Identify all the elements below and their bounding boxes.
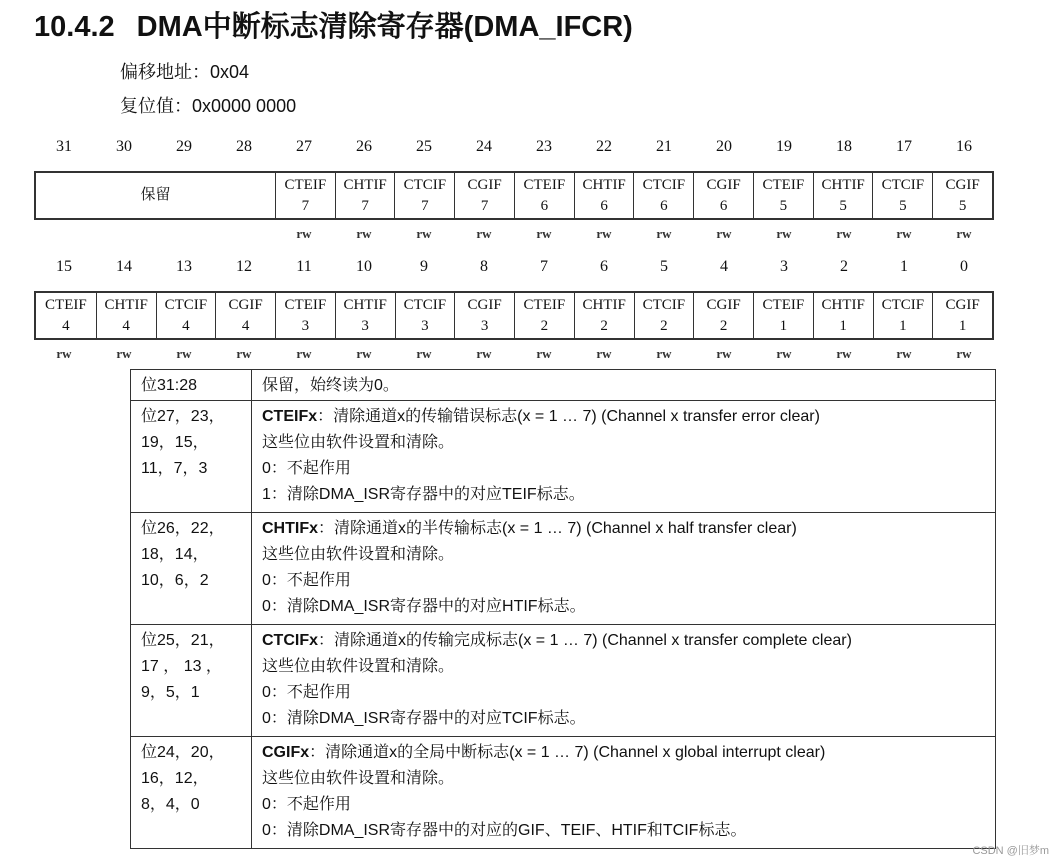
- description-text: 0：清除DMA_ISR寄存器中的对应TCIF标志。: [262, 710, 586, 727]
- field-name: CTEIF: [762, 296, 805, 313]
- field-channel: 5: [958, 197, 967, 214]
- field-channel: 3: [480, 317, 489, 334]
- register-field: [633, 173, 693, 218]
- register-high: [34, 171, 994, 220]
- description-text: 0：不起作用: [262, 684, 351, 701]
- bit-number: 18: [836, 138, 852, 155]
- bit-range-line: 8，4，0: [141, 796, 200, 813]
- description-text: 这些位由软件设置和清除。: [262, 770, 455, 787]
- bit-range-line: 11，7，3: [141, 460, 208, 477]
- access-type: rw: [416, 346, 432, 361]
- bit-range-line: 9，5，1: [141, 684, 200, 701]
- field-name: CGIF: [467, 176, 502, 193]
- bit-number: 13: [176, 258, 192, 275]
- bit-number: 11: [296, 258, 312, 275]
- bit-range-line: 位26，22，: [141, 520, 225, 537]
- bit-description: [252, 737, 996, 849]
- bit-number: 29: [176, 138, 192, 155]
- register-field: [634, 293, 694, 338]
- field-channel: 6: [660, 197, 668, 214]
- bit-numbers-high: [34, 138, 994, 156]
- field-channel: 7: [421, 197, 429, 214]
- bit-description: [252, 513, 996, 625]
- field-channel: 7: [480, 197, 489, 214]
- field-channel: 3: [301, 317, 310, 334]
- field-channel: 1: [839, 317, 847, 334]
- description-line: [262, 456, 985, 482]
- access-type: rw: [416, 226, 432, 241]
- field-name: CTEIF: [284, 176, 327, 193]
- description-line: [262, 654, 985, 680]
- field-name: CTCIF: [642, 296, 686, 313]
- field-channel: 2: [600, 317, 608, 334]
- offset-address: 偏移地址：0x04: [120, 62, 250, 82]
- bit-number: 20: [716, 138, 732, 155]
- access-type: rw: [596, 226, 612, 241]
- field-channel: 7: [361, 197, 369, 214]
- bit-number: 1: [900, 258, 908, 275]
- description-text: 这些位由软件设置和清除。: [262, 434, 455, 451]
- field-name: 保留: [140, 187, 171, 203]
- bit-number: 14: [116, 258, 132, 275]
- field-name: CTEIF: [523, 296, 566, 313]
- bit-description: [252, 401, 996, 513]
- register-field: [394, 173, 454, 218]
- access-row-high: [34, 226, 994, 242]
- bit-range-line: 17 ， 13 ，: [141, 658, 222, 675]
- field-channel: 5: [839, 197, 847, 214]
- register-field: [753, 173, 813, 218]
- bit-range-line: 19，15，: [141, 434, 209, 451]
- bit-number: 30: [116, 138, 132, 155]
- description-text: ：清除通道x的传输错误标志(x = 1 … 7) (Channel x transfer error clear): [317, 408, 820, 425]
- field-name: CHTIF: [821, 296, 865, 313]
- description-line: [262, 766, 985, 792]
- description-line: [262, 706, 985, 732]
- register-field: [96, 293, 156, 338]
- access-type: rw: [776, 346, 792, 361]
- access-type: rw: [176, 346, 192, 361]
- field-channel: 1: [899, 317, 907, 334]
- bit-number: 25: [416, 138, 432, 155]
- description-text: 0：不起作用: [262, 572, 351, 589]
- access-type: rw: [656, 226, 672, 241]
- access-type: rw: [476, 346, 492, 361]
- access-type: rw: [956, 346, 972, 361]
- field-channel: 2: [540, 317, 549, 334]
- field-channel: 4: [122, 317, 130, 334]
- register-field: [932, 173, 992, 218]
- register-field: [36, 293, 96, 338]
- bit-range-line: 位27，23，: [141, 408, 225, 425]
- access-row-low: [34, 346, 994, 362]
- bit-number: 21: [656, 138, 672, 155]
- register-field: [514, 173, 574, 218]
- register-field: [813, 293, 873, 338]
- bit-number: 22: [596, 138, 612, 155]
- bit-range: [131, 513, 252, 625]
- field-channel: 5: [899, 197, 907, 214]
- field-name: CTCIF: [403, 176, 447, 193]
- bit-number: 10: [356, 258, 372, 275]
- bit-number: 4: [720, 258, 728, 275]
- access-type: rw: [596, 346, 612, 361]
- description-line: [262, 628, 985, 654]
- bit-number: 6: [600, 258, 608, 275]
- description-line: [262, 404, 985, 430]
- register-field: [514, 293, 574, 338]
- bit-number: 15: [56, 258, 72, 275]
- description-text: ：清除通道x的全局中断标志(x = 1 … 7) (Channel x global interrupt clear): [309, 744, 826, 761]
- description-line: [262, 374, 985, 398]
- field-channel: 3: [361, 317, 369, 334]
- register-field: [693, 293, 753, 338]
- description-line: [262, 482, 985, 508]
- description-text: 这些位由软件设置和清除。: [262, 546, 455, 563]
- description-text: 0：不起作用: [262, 796, 351, 813]
- field-channel: 1: [779, 317, 788, 334]
- register-field: [215, 293, 275, 338]
- field-name: CTEIFx: [262, 408, 318, 425]
- bit-range-line: 位31:28: [141, 377, 198, 394]
- description-line: [262, 542, 985, 568]
- description-text: 0：清除DMA_ISR寄存器中的对应HTIF标志。: [262, 598, 586, 615]
- field-channel: 4: [182, 317, 190, 334]
- description-line: [262, 430, 985, 456]
- access-type: rw: [716, 346, 732, 361]
- description-line: [262, 792, 985, 818]
- register-field: [454, 293, 514, 338]
- bit-range: [131, 401, 252, 513]
- bit-numbers-low: [34, 258, 994, 276]
- access-type: rw: [896, 346, 912, 361]
- field-name: CHTIF: [821, 176, 865, 193]
- bit-range: [131, 625, 252, 737]
- field-name: CHTIF: [343, 176, 387, 193]
- bit-description: [252, 625, 996, 737]
- bit-description: [252, 370, 996, 401]
- field-channel: 6: [540, 197, 549, 214]
- register-field: [275, 293, 335, 338]
- field-channel: 1: [958, 317, 967, 334]
- field-name: CTCIF: [642, 176, 686, 193]
- field-name: CTEIF: [523, 176, 566, 193]
- field-name: CGIF: [467, 296, 502, 313]
- bit-range: [131, 370, 252, 401]
- register-field: [574, 173, 634, 218]
- field-channel: 3: [421, 317, 429, 334]
- bit-number: 0: [960, 258, 968, 275]
- field-name: CGIF: [945, 176, 980, 193]
- field-name: CHTIF: [343, 296, 387, 313]
- bit-range-line: 位25，21，: [141, 632, 225, 649]
- bit-number: 19: [776, 138, 792, 155]
- bit-range-line: 位24，20，: [141, 744, 225, 761]
- field-name: CTCIFx: [262, 632, 318, 649]
- access-type: [34, 226, 274, 242]
- register-field: [335, 293, 395, 338]
- description-text: 1：清除DMA_ISR寄存器中的对应TEIF标志。: [262, 486, 585, 503]
- field-name: CGIF: [945, 296, 980, 313]
- register-field: [275, 173, 335, 218]
- register-low: [34, 291, 994, 340]
- bit-number: 26: [356, 138, 372, 155]
- field-name: CHTIF: [582, 176, 626, 193]
- register-field: [693, 173, 753, 218]
- register-field: [156, 293, 216, 338]
- bit-number: 17: [896, 138, 912, 155]
- description-row: [131, 737, 996, 849]
- bit-number: 2: [840, 258, 848, 275]
- access-type: rw: [56, 346, 72, 361]
- bit-number: 16: [956, 138, 972, 155]
- field-name: CTCIF: [881, 176, 925, 193]
- access-type: rw: [476, 226, 492, 241]
- access-type: rw: [296, 346, 312, 361]
- description-row: [131, 370, 996, 401]
- access-type: rw: [116, 346, 132, 361]
- access-type: rw: [836, 346, 852, 361]
- description-text: ：清除通道x的半传输标志(x = 1 … 7) (Channel x half transfer clear): [318, 520, 797, 537]
- description-text: 这些位由软件设置和清除。: [262, 658, 455, 675]
- description-text: ：清除通道x的传输完成标志(x = 1 … 7) (Channel x transfer complete clear): [318, 632, 852, 649]
- bit-number: 27: [296, 138, 312, 155]
- register-field: [395, 293, 455, 338]
- field-channel: 2: [660, 317, 668, 334]
- access-type: rw: [236, 346, 252, 361]
- bit-number: 12: [236, 258, 252, 275]
- register-field: [454, 173, 514, 218]
- field-name: CHTIF: [104, 296, 148, 313]
- bit-number: 24: [476, 138, 492, 155]
- access-type: rw: [656, 346, 672, 361]
- field-channel: 6: [600, 197, 608, 214]
- access-type: rw: [356, 226, 372, 241]
- field-name: CHTIF: [582, 296, 626, 313]
- register-field: [36, 173, 275, 218]
- description-line: [262, 818, 985, 844]
- field-name: CGIFx: [262, 744, 310, 761]
- field-name: CTEIF: [762, 176, 805, 193]
- field-channel: 5: [779, 197, 788, 214]
- access-type: rw: [716, 226, 732, 241]
- watermark: CSDN @旧梦m: [972, 845, 1049, 857]
- access-type: rw: [896, 226, 912, 241]
- bit-number: 5: [660, 258, 668, 275]
- description-line: [262, 594, 985, 620]
- field-name: CTCIF: [403, 296, 447, 313]
- field-channel: 4: [241, 317, 250, 334]
- reset-value: 复位值：0x0000 0000: [120, 96, 297, 116]
- bit-range-line: 16，12，: [141, 770, 209, 787]
- field-name: CHTIFx: [262, 520, 318, 537]
- description-line: [262, 568, 985, 594]
- bit-number: 31: [56, 138, 72, 155]
- field-name: CTCIF: [164, 296, 208, 313]
- description-line: [262, 680, 985, 706]
- register-field: [932, 293, 992, 338]
- field-name: CTEIF: [45, 296, 87, 313]
- access-type: rw: [836, 226, 852, 241]
- register-field: [872, 173, 932, 218]
- field-name: CTEIF: [284, 296, 327, 313]
- register-field: [335, 173, 395, 218]
- bit-number: 7: [540, 258, 548, 275]
- description-row: [131, 513, 996, 625]
- field-channel: 4: [62, 317, 70, 334]
- description-text: 0：清除DMA_ISR寄存器中的对应的GIF、TEIF、HTIF和TCIF标志。: [262, 822, 747, 839]
- field-channel: 2: [719, 317, 728, 334]
- register-field: [813, 173, 873, 218]
- access-type: rw: [536, 346, 552, 361]
- description-text: 0：不起作用: [262, 460, 351, 477]
- register-field: [873, 293, 933, 338]
- bit-range-line: 18，14，: [141, 546, 209, 563]
- access-type: rw: [956, 226, 972, 241]
- bit-number: 28: [236, 138, 252, 155]
- description-row: [131, 625, 996, 737]
- field-channel: 6: [719, 197, 728, 214]
- bit-range-line: 10，6，2: [141, 572, 209, 589]
- section-title: 10.4.2 DMA中断标志清除寄存器(DMA_IFCR): [34, 11, 633, 43]
- bit-description-table: [130, 369, 996, 849]
- access-type: rw: [776, 226, 792, 241]
- field-channel: 7: [301, 197, 310, 214]
- bit-number: 3: [780, 258, 788, 275]
- bit-number: 8: [480, 258, 488, 275]
- register-field: [574, 293, 634, 338]
- access-type: rw: [536, 226, 552, 241]
- description-text: 保留，始终读为0。: [262, 377, 399, 394]
- register-field: [753, 293, 813, 338]
- field-name: CGIF: [706, 296, 741, 313]
- field-name: CGIF: [228, 296, 263, 313]
- access-type: rw: [356, 346, 372, 361]
- description-line: [262, 740, 985, 766]
- field-name: CGIF: [706, 176, 741, 193]
- bit-range: [131, 737, 252, 849]
- access-type: rw: [296, 226, 312, 241]
- field-name: CTCIF: [881, 296, 925, 313]
- bit-number: 23: [536, 138, 552, 155]
- description-line: [262, 516, 985, 542]
- description-row: [131, 401, 996, 513]
- bit-number: 9: [420, 258, 428, 275]
